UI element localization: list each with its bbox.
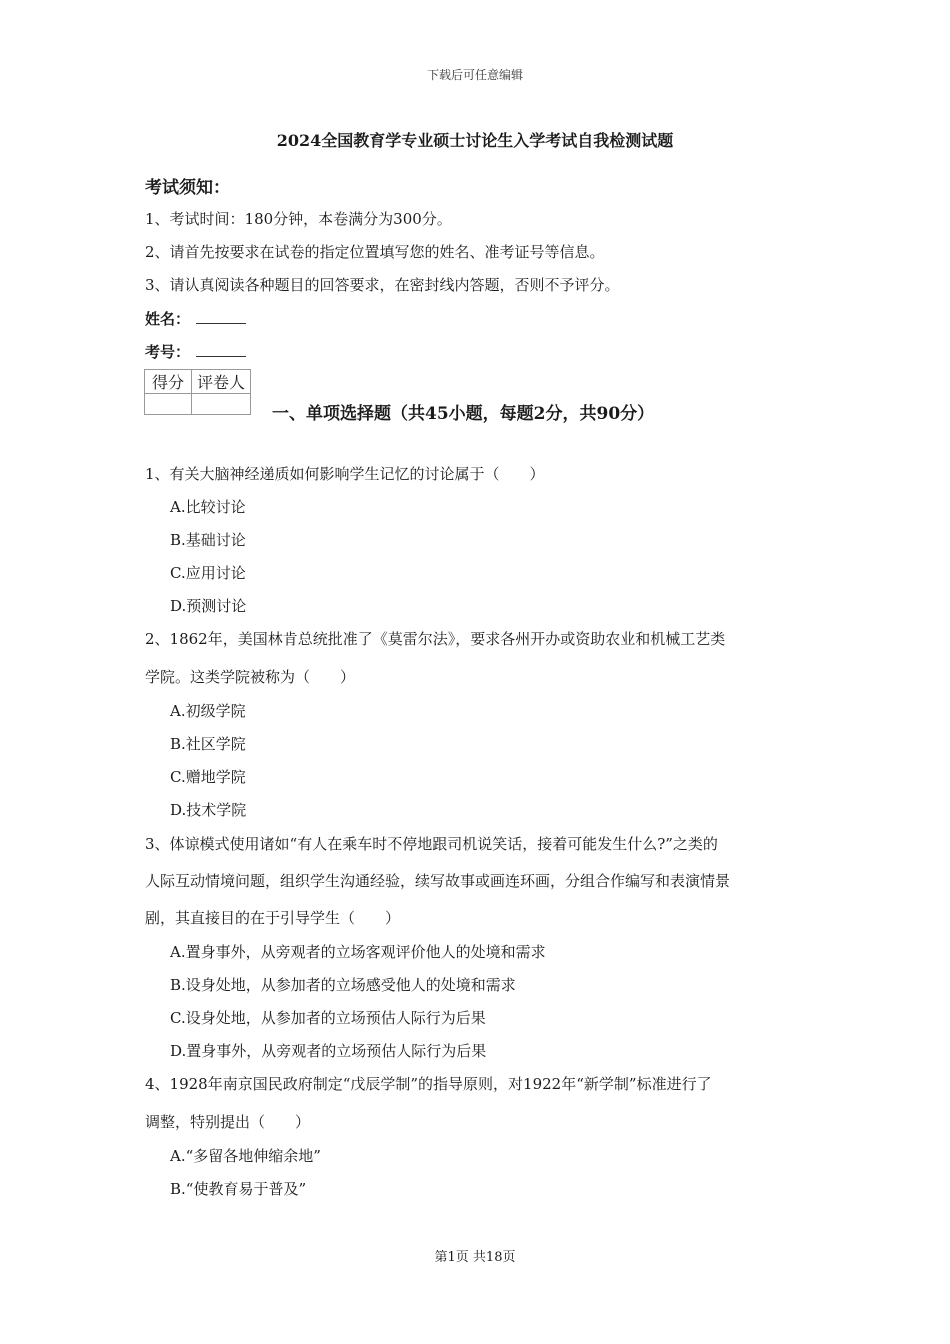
option: B.基础讨论 [170,531,246,549]
id-field[interactable] [145,341,246,362]
option: B.社区学院 [170,735,246,753]
notice-item: 2、请首先按要求在试卷的指定位置填写您的姓名、准考证号等信息。 [145,243,605,261]
option: A.置身事外，从旁观者的立场客观评价他人的处境和需求 [170,943,546,961]
option: C.应用讨论 [170,564,246,582]
option: C.设身处地，从参加者的立场预估人际行为后果 [170,1009,486,1027]
grader-cell[interactable] [192,394,251,415]
option: C.赠地学院 [170,768,246,786]
grader-header: 评卷人 [192,370,251,394]
question-line: 人际互动情境问题，组织学生沟通经验，续写故事或画连环画，分组合作编写和表演情景 [145,872,731,890]
question-line: 1、有关大脑神经递质如何影响学生记忆的讨论属于（ ） [145,465,545,483]
score-table [144,369,251,415]
name-blank[interactable] [196,309,246,324]
question-line: 学院。这类学院被称为（ ） [145,668,356,686]
notice-heading: 考试须知： [145,178,230,198]
id-blank[interactable] [196,342,246,357]
name-field[interactable] [145,308,246,329]
notice-item: 3、请认真阅读各种题目的回答要求，在密封线内答题，否则不予评分。 [145,276,620,294]
option: D.技术学院 [170,801,247,819]
page-footer: 第1页 共18页 [434,1250,516,1265]
score-cell[interactable] [145,394,192,415]
name-label: 姓名： [145,310,191,328]
score-header: 得分 [145,370,192,394]
question-line: 2、1862年，美国林肯总统批准了《莫雷尔法》，要求各州开办或资助农业和机械工艺类 [145,630,726,648]
question-line: 调整，特别提出（ ） [145,1113,311,1131]
option: B.设身处地，从参加者的立场感受他人的处境和需求 [170,976,516,994]
id-label: 考号： [145,343,191,361]
option: D.置身事外，从旁观者的立场预估人际行为后果 [170,1042,487,1060]
option: A.比较讨论 [170,498,246,516]
option: B.“使教育易于普及” [170,1180,307,1198]
page-header: 下载后可任意编辑 [426,68,523,82]
section-title: 一、单项选择题（共45小题，每题2分，共90分） [272,404,655,424]
question-line: 剧，其直接目的在于引导学生（ ） [145,909,401,927]
option: A.“多留各地伸缩余地” [170,1147,321,1165]
question-line: 4、1928年南京国民政府制定“戊辰学制”的指导原则，对1922年“新学制”标准进行了 [145,1075,712,1093]
exam-title: 2024全国教育学专业硕士讨论生入学考试自我检测试题 [276,131,674,150]
notice-item: 1、考试时间：180分钟，本卷满分为300分。 [145,210,452,228]
option: A.初级学院 [170,702,246,720]
option: D.预测讨论 [170,597,247,615]
question-line: 3、体谅模式使用诸如“有人在乘车时不停地跟司机说笑话，接着可能发生什么?”之类的 [145,835,718,853]
